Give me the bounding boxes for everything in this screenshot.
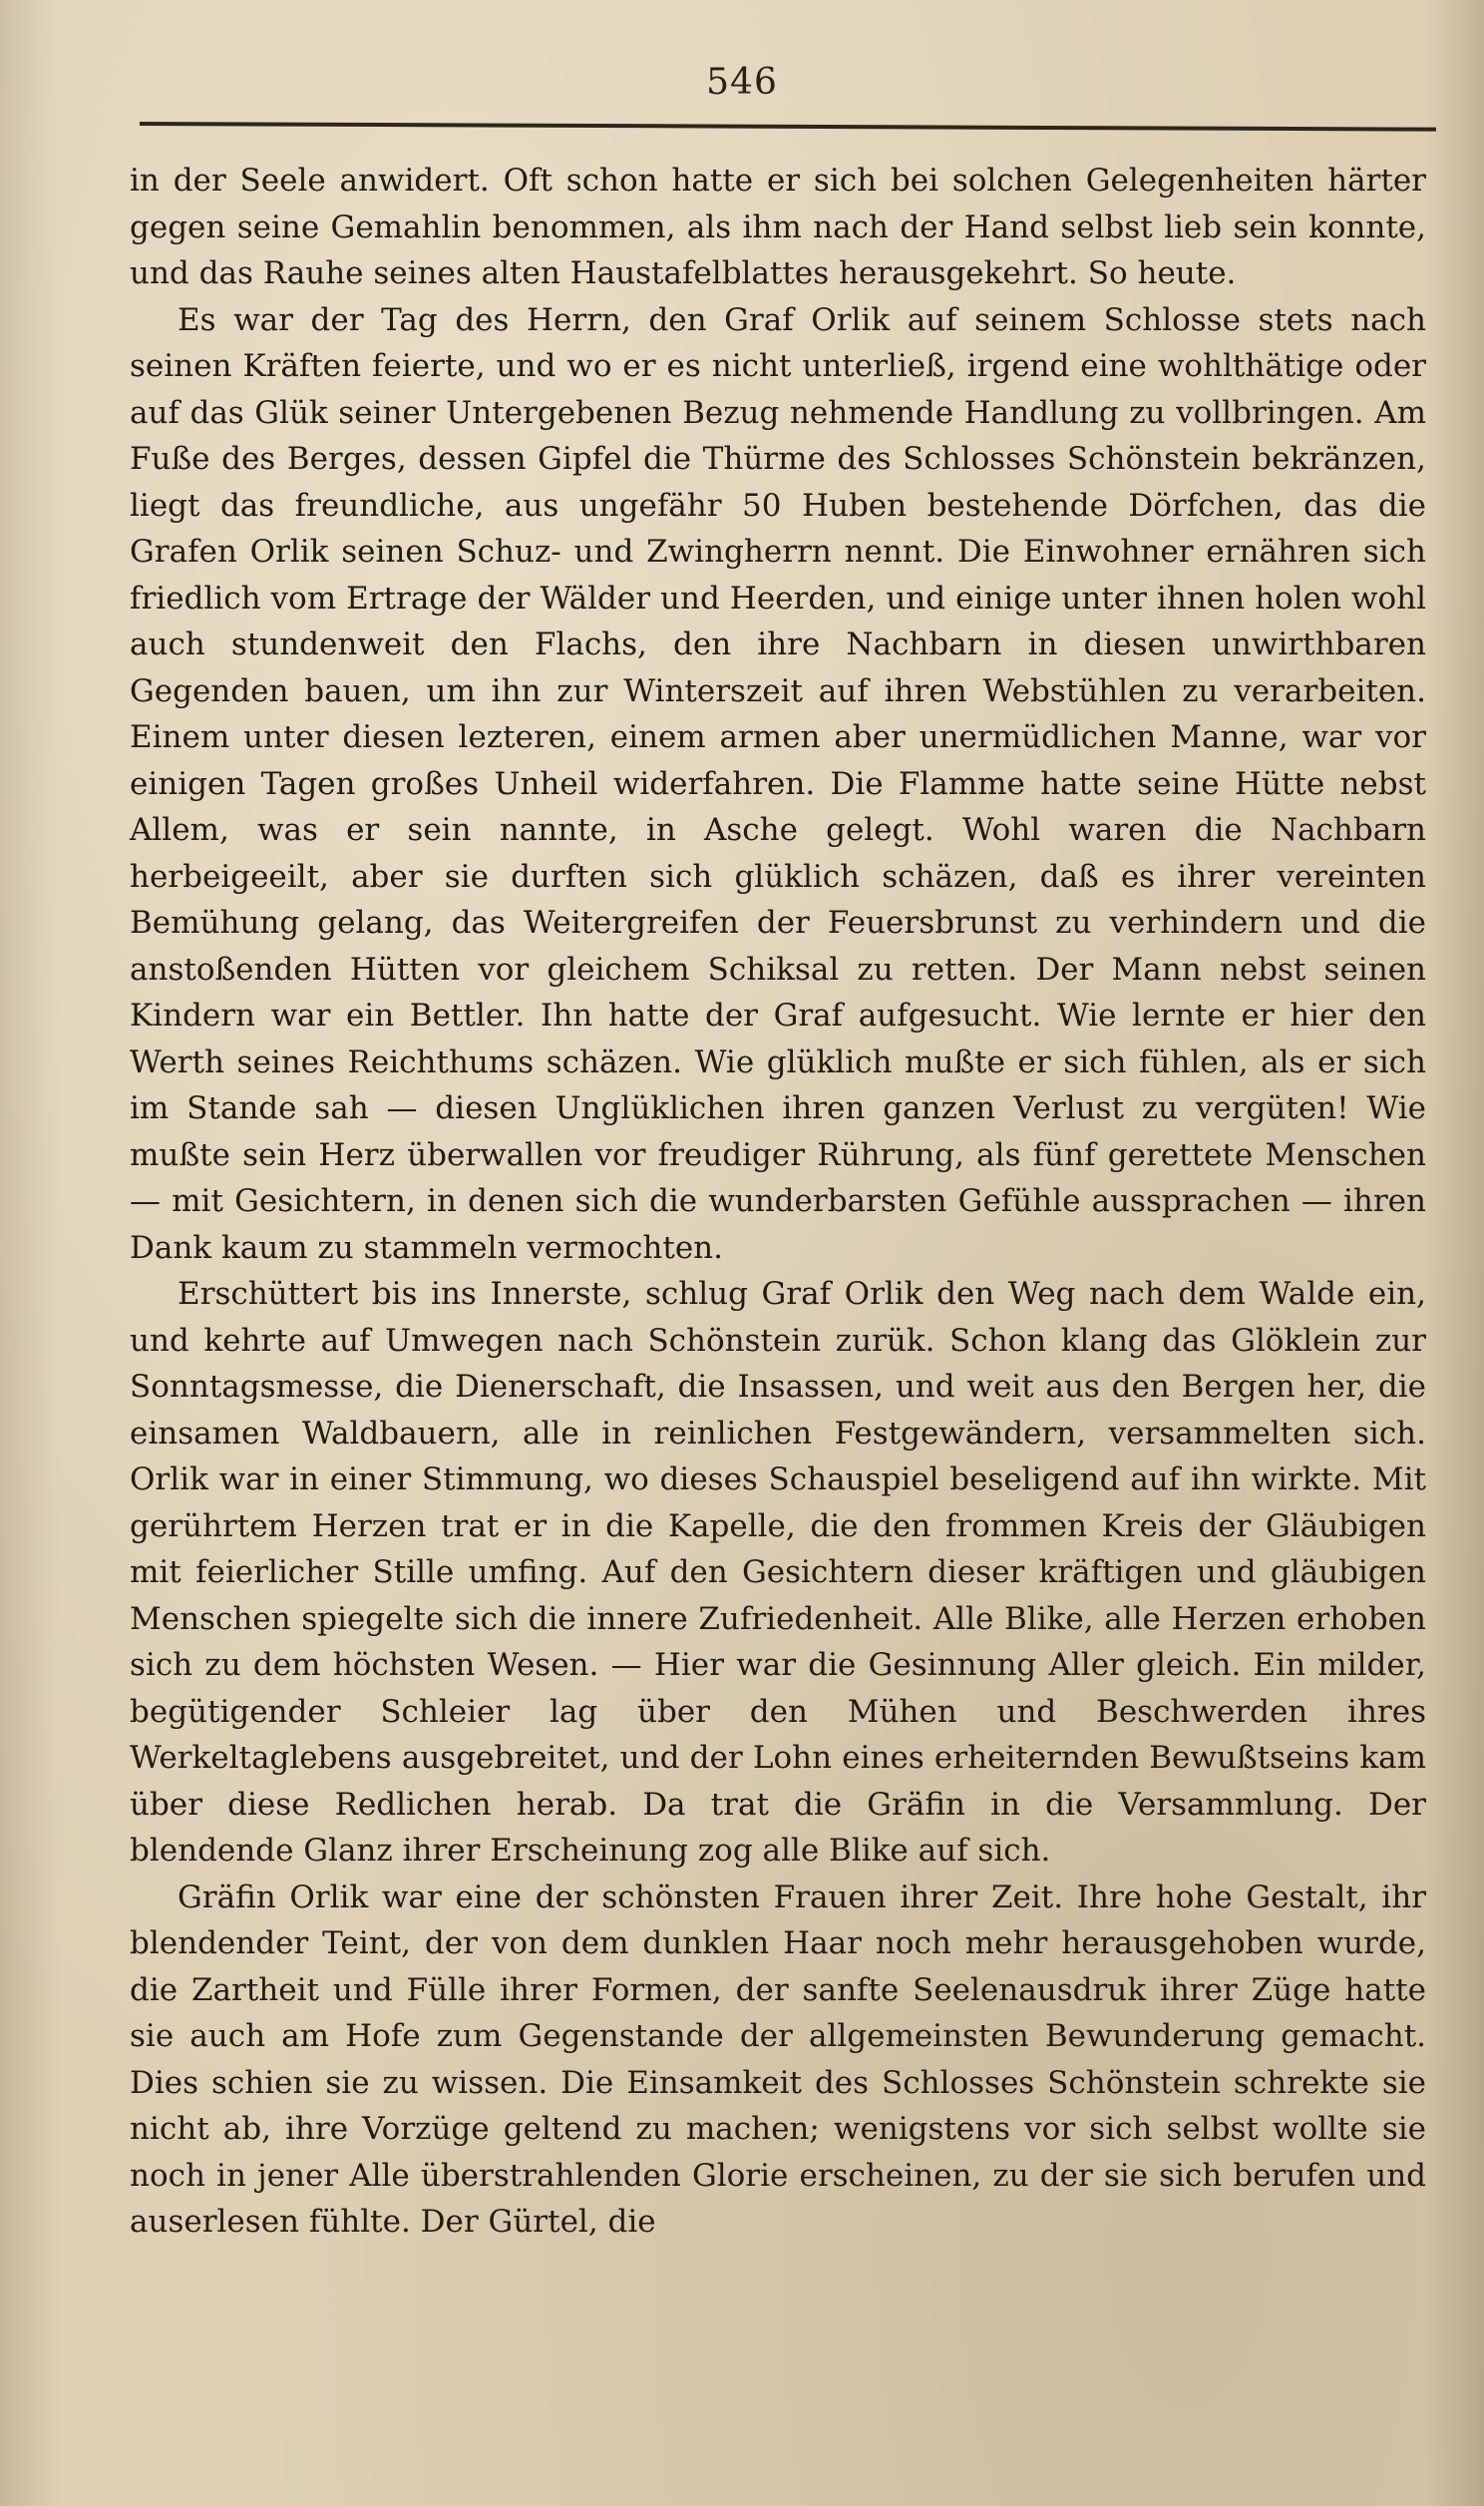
paragraph-continuation: in der Seele anwidert. Oft schon hatte er sich bei solchen Gelegenheiten härter gegen seine Gemahlin benommen, als ihm nach der Hand selbst lieb sein konnte, und das Rauhe seines alten Haustafelblattes herausgekehrt. So heute.	[130, 163, 1426, 291]
header-rule	[140, 122, 1436, 132]
paragraph-countess: Gräfin Orlik war eine der schönsten Frauen ihrer Zeit. Ihre hohe Gestalt, ihr blendender Teint, der von dem dunklen Haar noch mehr herausgehoben wurde, die Zartheit und Fülle ihrer Formen, der sanfte Seelenausdruk ihrer Züge hatte sie auch am Hofe zum Gegenstande der allgemeinsten Bewunderung gemacht. Dies schien sie zu wissen. Die Einsamkeit des Schlosses Schönstein schrekte sie nicht ab, ihre Vorzüge geltend zu machen; wenigstens vor sich selbst wollte sie noch in jener Alle überstrahlenden Glorie erscheinen, zu der sie sich berufen und auserlesen fühlte. Der Gürtel, die	[130, 1879, 1426, 2240]
paragraph-sunday: Es war der Tag des Herrn, den Graf Orlik auf seinem Schlosse stets nach seinen Kräften feierte, und wo er es nicht unterließ, irgend eine wohlthätige oder auf das Glük seiner Untergebenen Bezug nehmende Handlung zu vollbringen. Am Fuße des Berges, dessen Gipfel die Thürme des Schlosses Schönstein bekränzen, liegt das freundliche, aus ungefähr 50 Huben bestehende Dörfchen, das die Grafen Orlik seinen Schuz- und Zwingherrn nennt. Die Einwohner ernähren sich friedlich vom Ertrage der Wälder und Heerden, und einige unter ihnen holen wohl auch stundenweit den Flachs, den ihre Nachbarn in diesen unwirthbaren Gegenden bauen, um ihn zur Winterszeit auf ihren Webstühlen zu verarbeiten. Einem unter diesen lezteren, einem armen aber unermüdlichen Manne, war vor einigen Tagen großes Unheil widerfahren. Die Flamme hatte seine Hütte nebst Allem, was er sein nannte, in Asche gelegt. Wohl waren die Nachbarn herbeigeeilt, aber sie durften sich glüklich schäzen, daß es ihrer vereinten Bemühung gelang, das Weitergreifen der Feuersbrunst zu verhindern und die anstoßenden Hütten vor gleichem Schiksal zu retten. Der Mann nebst seinen Kindern war ein Bettler. Ihn hatte der Graf aufgesucht. Wie lernte er hier den Werth seines Reichthums schäzen. Wie glüklich mußte er sich fühlen, als er sich im Stande sah — diesen Unglüklichen ihren ganzen Verlust zu vergüten! Wie mußte sein Herz überwallen vor freudiger Rührung, als fünf gerettete Menschen — mit Gesichtern, in denen sich die wunderbarsten Gefühle aussprachen — ihren Dank kaum zu stammeln vermochten.	[130, 301, 1426, 1266]
body-text	[130, 158, 1426, 2246]
page-number: 546	[706, 62, 778, 103]
paragraph-chapel: Erschüttert bis ins Innerste, schlug Graf Orlik den Weg nach dem Walde ein, und kehrte auf Umwegen nach Schönstein zurük. Schon klang das Glöklein zur Sonntagsmesse, die Dienerschaft, die Insassen, und weit aus den Bergen her, die einsamen Waldbauern, alle in reinlichen Festgewändern, versammelten sich. Orlik war in einer Stimmung, wo dieses Schauspiel beseligend auf ihn wirkte. Mit gerührtem Herzen trat er in die Kapelle, die den frommen Kreis der Gläubigen mit feierlicher Stille umfing. Auf den Gesichtern dieser kräftigen und gläubigen Menschen spiegelte sich die innere Zufriedenheit. Alle Blike, alle Herzen erhoben sich zu dem höchsten Wesen. — Hier war die Gesinnung Aller gleich. Ein milder, begütigender Schleier lag über den Mühen und Beschwerden ihres Werkeltaglebens ausgebreitet, und der Lohn eines erheiternden Bewußtseins kam über diese Redlichen herab. Da trat die Gräfin in die Versammlung. Der blendende Glanz ihrer Erscheinung zog alle Blike auf sich.	[130, 1276, 1426, 1869]
